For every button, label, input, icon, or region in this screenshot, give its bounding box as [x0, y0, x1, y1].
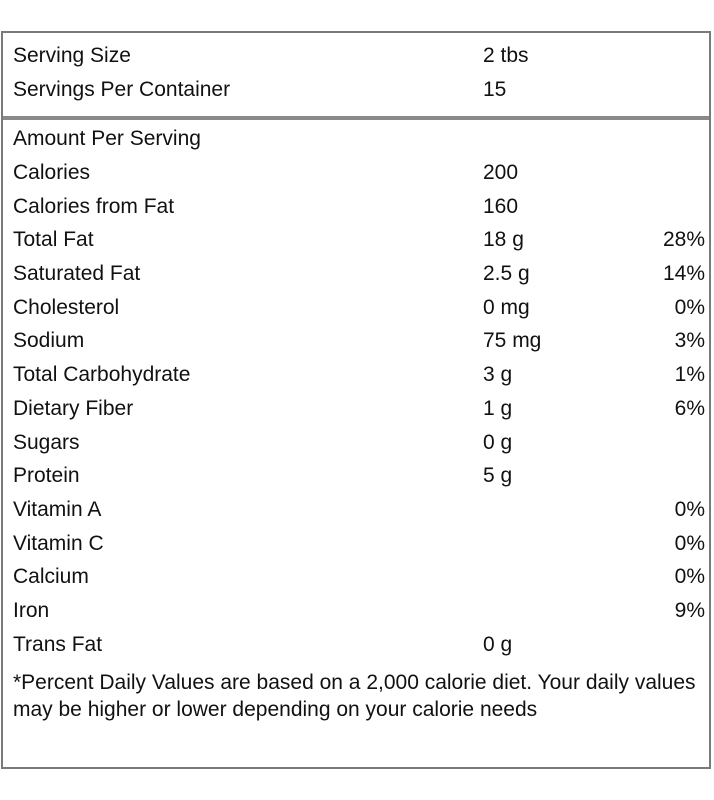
nutrient-name: Protein [13, 464, 80, 487]
nutrient-row-sugars [13, 426, 705, 460]
nutrient-amount: 0 g [483, 431, 513, 454]
nutrient-name: Cholesterol [13, 296, 120, 319]
nutrient-row-calories [13, 156, 705, 190]
nutrient-row-protein [13, 459, 705, 493]
nutrient-row-cholesterol [13, 291, 705, 325]
nutrient-daily-value: 0% [674, 532, 705, 555]
nutrient-amount: 75 mg [483, 329, 542, 352]
nutrient-row-sodium [13, 324, 705, 358]
nutrient-row-vitamin-a [13, 493, 705, 527]
serving-size-value: 2 tbs [483, 44, 529, 67]
nutrient-name: Calories from Fat [13, 195, 175, 218]
nutrient-name: Total Fat [13, 228, 94, 251]
servings-per-container-value: 15 [483, 78, 507, 101]
nutrient-row-trans-fat [13, 628, 705, 662]
nutrient-amount: 0 g [483, 633, 513, 656]
nutrient-amount: 18 g [483, 228, 524, 251]
nutrient-amount: 2.5 g [483, 262, 530, 285]
nutrient-name: Trans Fat [13, 633, 103, 656]
nutrient-daily-value: 9% [674, 599, 705, 622]
nutrient-name: Calories [13, 161, 91, 184]
nutrient-amount: 3 g [483, 363, 513, 386]
nutrient-name: Dietary Fiber [13, 397, 134, 420]
nutrient-name: Sodium [13, 329, 85, 352]
nutrient-row-total-carbohydrate [13, 358, 705, 392]
nutrient-row-iron [13, 594, 705, 628]
nutrient-daily-value: 1% [674, 363, 705, 386]
nutrient-row-calories-from-fat [13, 190, 705, 224]
section-divider [3, 116, 709, 120]
nutrient-name: Sugars [13, 431, 80, 454]
serving-size-row [13, 39, 705, 73]
nutrient-daily-value: 0% [674, 565, 705, 588]
amount-per-serving-heading-row [13, 122, 705, 156]
nutrient-row-calcium [13, 560, 705, 594]
nutrient-daily-value: 14% [662, 262, 705, 285]
servings-per-container-label: Servings Per Container [13, 78, 231, 101]
nutrient-daily-value: 0% [674, 498, 705, 521]
nutrient-row-total-fat [13, 223, 705, 257]
nutrient-name: Vitamin C [13, 532, 104, 555]
nutrient-daily-value: 0% [674, 296, 705, 319]
nutrient-amount: 160 [483, 195, 519, 218]
nutrient-name: Iron [13, 599, 50, 622]
serving-size-label: Serving Size [13, 44, 131, 67]
nutrient-name: Saturated Fat [13, 262, 141, 285]
nutrient-amount: 5 g [483, 464, 513, 487]
nutrient-amount: 0 mg [483, 296, 530, 319]
nutrient-daily-value: 3% [674, 329, 705, 352]
nutrient-row-saturated-fat [13, 257, 705, 291]
servings-per-container-row [13, 73, 705, 107]
nutrient-daily-value: 6% [674, 397, 705, 420]
nutrition-label [1, 31, 711, 769]
nutrient-name: Vitamin A [13, 498, 102, 521]
nutrient-amount: 200 [483, 161, 519, 184]
amount-per-serving-heading: Amount Per Serving [13, 127, 201, 150]
nutrient-name: Total Carbohydrate [13, 363, 191, 386]
nutrient-name: Calcium [13, 565, 89, 588]
daily-value-footnote: *Percent Daily Values are based on a 2,000 calorie diet. Your daily values may be higher or lower depending on your calorie needs [13, 671, 696, 721]
nutrient-row-dietary-fiber [13, 392, 705, 426]
nutrient-row-vitamin-c [13, 527, 705, 561]
nutrient-daily-value: 28% [662, 228, 705, 251]
nutrient-amount: 1 g [483, 397, 513, 420]
